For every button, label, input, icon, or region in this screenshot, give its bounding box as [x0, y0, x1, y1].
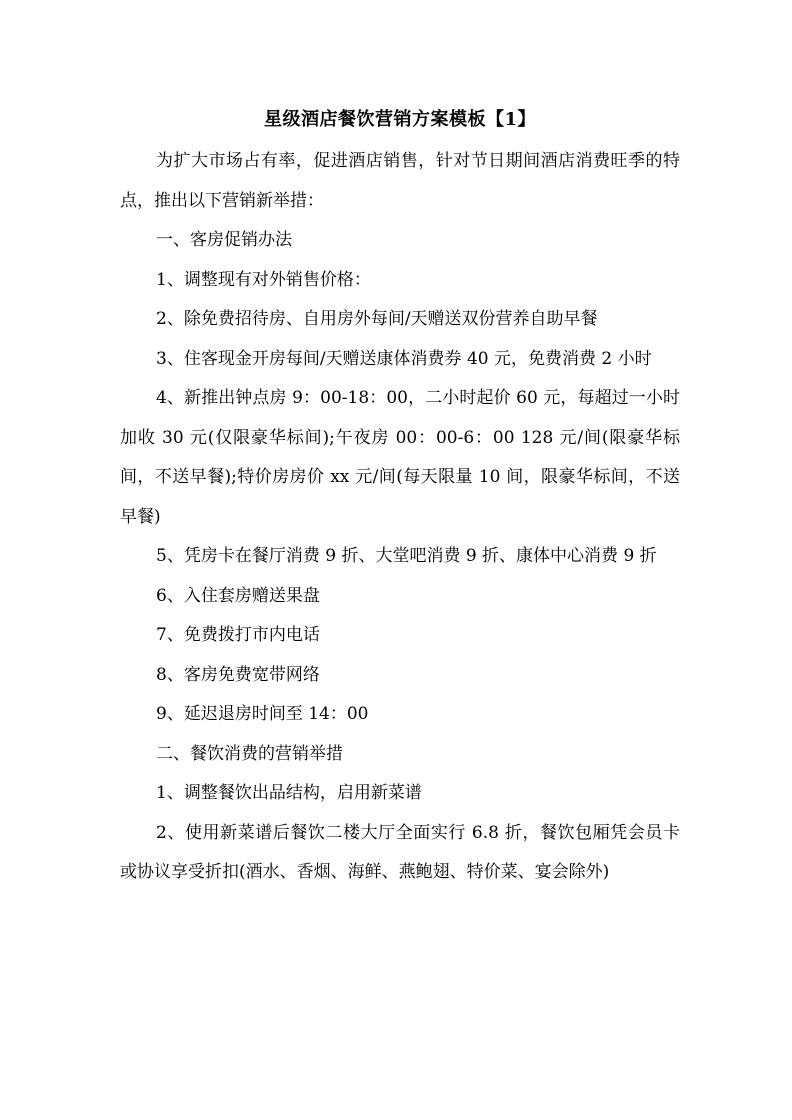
paragraph-intro: 为扩大市场占有率，促进酒店销售，针对节日期间酒店消费旺季的特点，推出以下营销新举措：: [120, 151, 680, 211]
document-page: [120, 104, 680, 893]
list-item: 2、除免费招待房、自用房外每间/天赠送双份营养自助早餐: [156, 309, 598, 329]
list-item: 4、新推出钟点房 9：00-18：00，二小时起价 60 元，每超过一小时加收 30 元(仅限豪华标间);午夜房 00：00-6：00 128 元/间(限豪华标间，不送早餐);特价房房价 xx 元/间(每天限量 10 间，限豪华标间，不送早餐): [120, 388, 680, 527]
list-item: 1、调整现有对外销售价格：: [156, 269, 371, 290]
section-heading-rooms: 一、客房促销办法: [156, 230, 292, 250]
list-item: 1、调整餐饮出品结构，启用新菜谱: [156, 783, 422, 803]
list-item: 8、客房免费宽带网络: [156, 664, 320, 685]
list-item: 3、住客现金开房每间/天赠送康体消费券 40 元，免费消费 2 小时: [156, 348, 652, 369]
document-title: 星级酒店餐饮营销方案模板【1】: [263, 109, 537, 130]
section-heading-dining: 二、餐饮消费的营销举措: [156, 743, 343, 764]
list-item: 2、使用新菜谱后餐饮二楼大厅全面实行 6.8 折，餐饮包厢凭会员卡或协议享受折扣(酒水、香烟、海鲜、燕鲍翅、特价菜、宴会除外): [120, 822, 680, 882]
list-item: 9、延迟退房时间至 14：00: [156, 704, 369, 724]
list-item: 5、凭房卡在餐厅消费 9 折、大堂吧消费 9 折、康体中心消费 9 折: [156, 546, 657, 566]
list-item: 7、免费拨打市内电话: [156, 625, 320, 645]
list-item: 6、入住套房赠送果盘: [156, 585, 320, 606]
